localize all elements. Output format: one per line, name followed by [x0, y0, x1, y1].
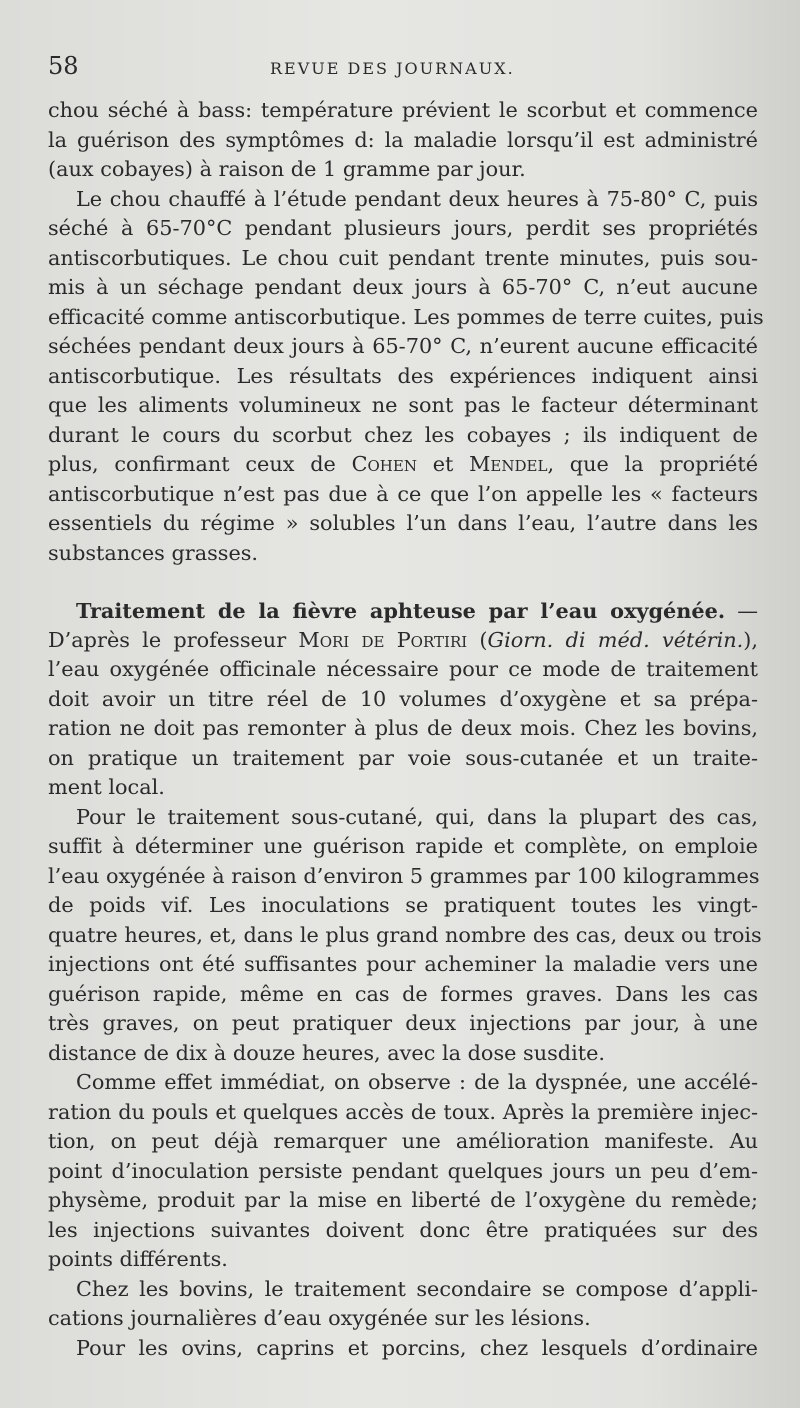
text-line: séchées pendant deux jours à 65-70° C, n’eurent aucune efficacité — [48, 334, 758, 358]
text-line: très graves, on peut pratiquer deux injections par jour, à une — [48, 1011, 758, 1035]
section-heading-line — [48, 596, 758, 626]
text-run: , que la propriété — [547, 452, 759, 476]
text-line: séché à 65-70°C pendant plusieurs jours, perdit ses propriétés — [48, 216, 758, 240]
section-gap — [48, 568, 758, 596]
text-line: tion, on peut déjà remarquer une amélioration manifeste. Au — [48, 1129, 758, 1153]
text-line — [48, 450, 758, 480]
text-line: quatre heures, et, dans le plus grand nombre des cas, deux ou trois — [48, 922, 762, 947]
text-line: Chez les bovins, le traitement secondaire se compose d’appli- — [76, 1276, 758, 1301]
text-line: Pour les ovins, caprins et porcins, chez lesquels d’ordinaire — [76, 1335, 758, 1360]
text-line: efficacité comme antiscorbutique. Les pommes de terre cuites, puis — [48, 304, 764, 329]
text-line: chou séché à bass: température prévient le scorbut et commence — [48, 98, 758, 122]
text-line: Pour le traitement sous-cutané, qui, dans la plupart des cas, — [76, 804, 758, 829]
text-line: guérison rapide, même en cas de formes graves. Dans les cas — [48, 981, 758, 1006]
text-run: plus, confirmant ceux de — [48, 452, 352, 476]
text-line: l’eau oxygénée officinale nécessaire pour ce mode de traitement — [48, 657, 758, 681]
text-line: Comme effet immédiat, on observe : de la dyspnée, une accélé- — [76, 1070, 758, 1094]
text-line: point d’inoculation persiste pendant quelques jours un peu d’em- — [48, 1158, 758, 1183]
text-line: ration du pouls et quelques accès de toux. Après la première injec- — [48, 1099, 758, 1124]
text-line: physème, produit par la mise en liberté de l’oxygène du remède; — [48, 1188, 758, 1212]
text-line: ration ne doit pas remonter à plus de deux mois. Chez les bovins, — [48, 716, 758, 740]
page-number: 58 — [48, 52, 79, 80]
text-line: ment local. — [48, 775, 165, 799]
author-name: Cohen — [351, 452, 417, 476]
text-line: antiscorbutique. Les résultats des expériences indiquent ainsi — [48, 363, 758, 388]
text-line: cations journalières d’eau oxygénée sur les lésions. — [48, 1306, 591, 1330]
text-line: substances grasses. — [48, 540, 259, 565]
text-line: injections ont été suffisantes pour acheminer la maladie vers une — [48, 952, 758, 976]
body-text — [48, 96, 764, 1363]
text-line: Le chou chauffé à l’étude pendant deux heures à 75-80° C, puis — [76, 186, 758, 211]
text-line: que les aliments volumineux ne sont pas le facteur déterminant — [48, 393, 758, 417]
author-name: Mori de Portiri — [298, 627, 468, 652]
text-line: l’eau oxygénée à raison d’environ 5 grammes par 100 kilogrammes — [48, 863, 760, 888]
text-line: (aux cobayes) à raison de 1 gramme par jour. — [48, 157, 526, 181]
text-line: durant le cours du scorbut chez les cobayes ; ils indiquent de — [48, 422, 758, 447]
text-line: antiscorbutique n’est pas due à ce que l’on appelle les « facteurs — [48, 481, 758, 506]
text-line: suffit à déterminer une guérison rapide et complète, on emploie — [48, 834, 758, 858]
title-dash: — — [725, 599, 758, 623]
text-line: les injections suivantes doivent donc être pratiquées sur des — [48, 1217, 758, 1242]
section-title: Traitement de la fièvre aphteuse par l’eau oxygénée. — [76, 598, 726, 623]
text-run: D’après le professeur — [48, 627, 299, 652]
text-line: la guérison des symptômes d: la maladie lorsqu’il est administré — [48, 127, 758, 152]
page-header — [48, 52, 748, 88]
text-run: ), — [743, 627, 758, 652]
text-line: de poids vif. Les inoculations se pratiquent toutes les vingt- — [48, 893, 758, 917]
author-name: Mendel — [469, 452, 548, 476]
text-line: mis à un séchage pendant deux jours à 65-70° C, n’eut aucune — [48, 275, 758, 299]
text-run: ( — [467, 627, 488, 652]
running-head: REVUE DES JOURNAUX. — [270, 59, 515, 78]
journal-title: Giorn. di méd. vétérin. — [487, 627, 744, 652]
text-line: essentiels du régime » solubles l’un dans l’eau, l’autre dans les — [48, 511, 758, 535]
text-line: antiscorbutiques. Le chou cuit pendant trente minutes, puis sou- — [48, 245, 758, 270]
text-line: points différents. — [48, 1247, 228, 1271]
text-line: doit avoir un titre réel de 10 volumes d’oxygène et sa prépa- — [48, 686, 758, 711]
text-line: distance de dix à douze heures, avec la dose susdite. — [48, 1040, 606, 1065]
text-line — [48, 626, 758, 656]
text-line: on pratique un traitement par voie sous-cutanée et un traite- — [48, 745, 758, 770]
text-run: et — [416, 452, 470, 476]
